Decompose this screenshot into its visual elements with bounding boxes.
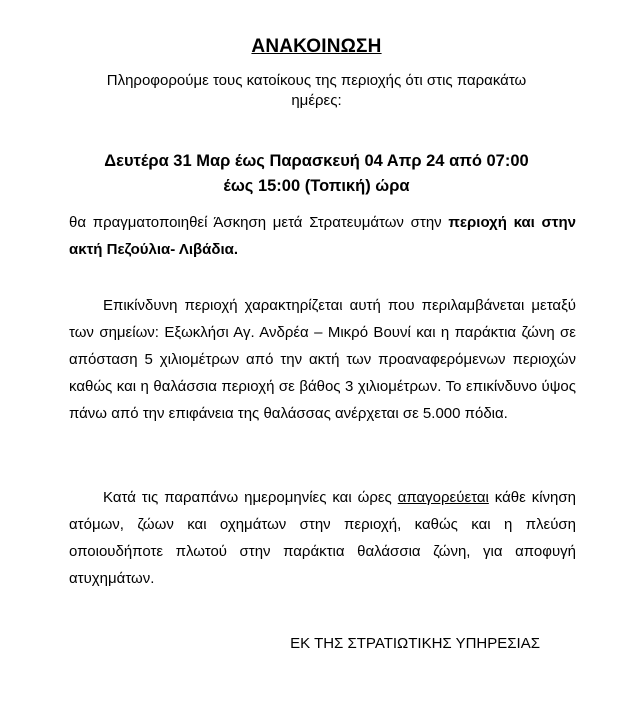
prohibition-paragraph bbox=[69, 484, 576, 592]
danger-zone-paragraph bbox=[69, 292, 576, 427]
document-title: ΑΝΑΚΟΙΝΩΣΗ bbox=[251, 36, 382, 57]
date-range-line-2: έως 15:00 (Τοπική) ώρα bbox=[223, 177, 410, 195]
exercise-text: θα πραγματοποιηθεί Άσκηση μετά Στρατευμάτων στην bbox=[69, 214, 449, 231]
signature: ΕΚ ΤΗΣ ΣΤΡΑΤΙΩΤΙΚΗΣ ΥΠΗΡΕΣΙΑΣ bbox=[290, 635, 540, 652]
date-range-line-1: Δευτέρα 31 Μαρ έως Παρασκευή 04 Απρ 24 από 07:00 bbox=[104, 152, 529, 170]
danger-zone-text: Επικίνδυνη περιοχή χαρακτηρίζεται αυτή που περιλαμβάνεται μεταξύ των σημείων: Εξωκλήσι Αγ. Ανδρέα – Μικρό Βουνί και η παράκτια ζώνη σε απόσταση 5 χιλιομέτρων από την ακτή των προαναφερόμενων περιοχών καθώς και η θαλάσσια περιοχή σε βάθος 3 χιλιομέτρων. Το επικίνδυνο ύψος πάνω από την επιφάνεια της θαλάσσας ανέρχεται σε 5.000 πόδια. bbox=[69, 297, 576, 422]
prohibition-text-start: Κατά τις παραπάνω ημερομηνίες και ώρες bbox=[103, 489, 398, 506]
prohibited-word: απαγορεύεται bbox=[397, 489, 489, 506]
intro-text: Πληροφορούμε τους κατοίκους της περιοχής ότι στις παρακάτω ημέρες: bbox=[106, 72, 527, 109]
prohibition-text-end: κάθε κίνηση ατόμων, ζώων και οχημάτων στην περιοχή, καθώς και η πλεύση οποιουδήποτε πλωτού στην παράκτια θαλάσσια ζώνη, για αποφυγή ατυχημάτων. bbox=[69, 489, 576, 587]
exercise-location-paragraph bbox=[69, 209, 576, 263]
exercise-location-bold: περιοχή και στην ακτή Πεζούλια- Λιβάδια. bbox=[69, 214, 576, 258]
date-range bbox=[70, 149, 563, 199]
